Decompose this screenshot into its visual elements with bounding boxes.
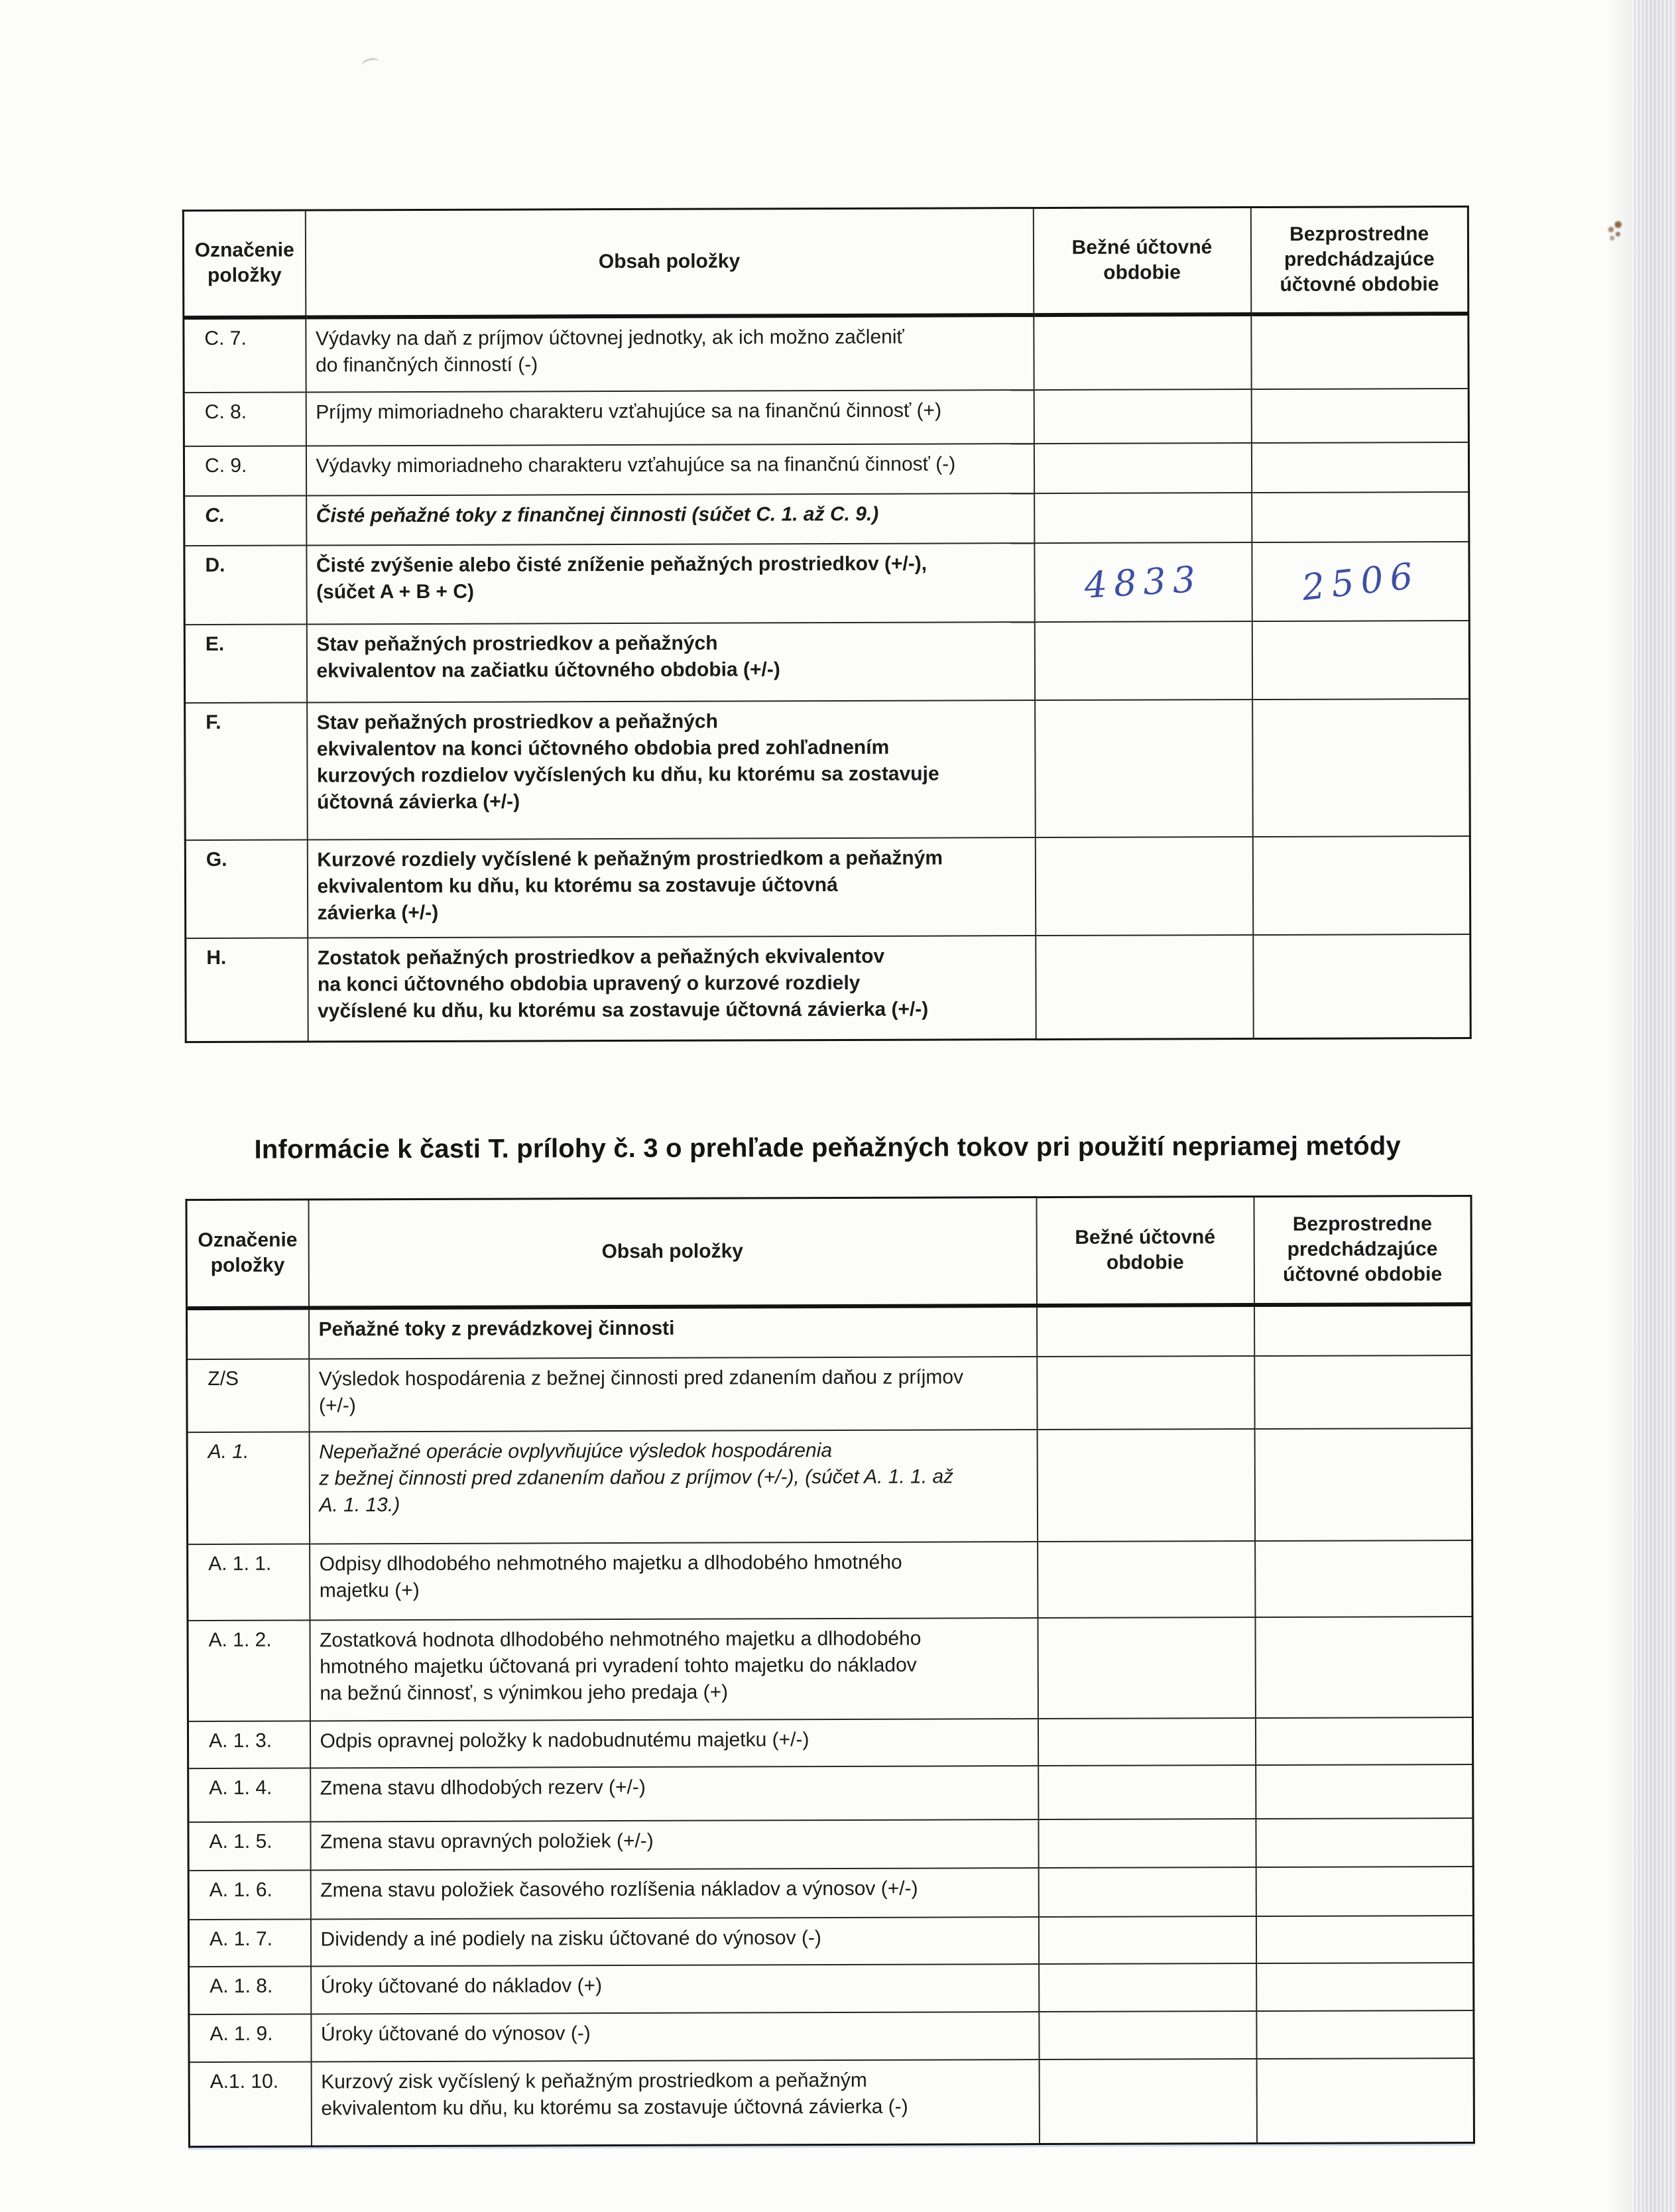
row-label: A. 1. 1. — [188, 1544, 310, 1621]
value-current — [1037, 1429, 1255, 1542]
value-previous — [1254, 1428, 1472, 1541]
value-previous — [1251, 389, 1468, 443]
table-row — [187, 1355, 1472, 1432]
table-row — [184, 542, 1469, 625]
table-row — [187, 1428, 1472, 1544]
table-row — [185, 836, 1470, 938]
value-previous — [1256, 2010, 1474, 2058]
handwritten-value-current: 4833 — [1083, 558, 1203, 606]
row-content: Úroky účtované do nákladov (+) — [311, 1964, 1039, 2014]
row-content: Výsledok hospodárenia z bežnej činnosti pred zdanením daňou z príjmov (+/-) — [309, 1357, 1037, 1432]
row-label: A. 1. — [187, 1432, 310, 1544]
value-current — [1038, 1819, 1256, 1868]
table-row — [184, 442, 1468, 496]
row-label: A. 1. 3. — [188, 1721, 310, 1768]
row-label: C. 7. — [184, 317, 306, 393]
handwritten-value-previous: 2506 — [1299, 554, 1421, 609]
row-content: Peňažné toky z prevádzkovej činnosti — [308, 1306, 1036, 1359]
table-row — [188, 1764, 1473, 1821]
table-row — [184, 314, 1468, 393]
row-label: Z/S — [187, 1359, 309, 1432]
value-previous — [1256, 2058, 1474, 2143]
value-previous — [1253, 934, 1470, 1039]
value-current — [1034, 389, 1251, 444]
header-item-designation: Označenie položky — [183, 210, 306, 318]
row-label: C. 9. — [184, 446, 306, 496]
value-previous — [1256, 1915, 1473, 1963]
row-label: A. 1. 9. — [189, 2014, 311, 2062]
value-previous — [1254, 1355, 1472, 1429]
value-previous — [1256, 1962, 1474, 2010]
header-current-period: Bežné účtovné obdobie — [1036, 1197, 1254, 1306]
value-current — [1039, 1963, 1256, 2012]
row-label: H. — [186, 938, 308, 1042]
header-previous-period: Bezprostredne predchádzajúce účtovné obdobie — [1254, 1196, 1472, 1305]
table-row — [188, 1817, 1473, 1870]
value-previous — [1256, 1866, 1473, 1916]
value-previous — [1251, 314, 1468, 389]
table-row — [185, 699, 1470, 840]
row-content: Odpisy dlhodobého nehmotného majetku a dlhodobého hmotného majetku (+) — [310, 1542, 1038, 1620]
table-row — [188, 1866, 1473, 1919]
value-previous — [1252, 492, 1469, 542]
row-content: Úroky účtované do výnosov (-) — [311, 2012, 1039, 2061]
value-current — [1039, 2011, 1256, 2059]
value-current — [1038, 1541, 1255, 1618]
value-previous — [1256, 1764, 1473, 1818]
value-current — [1035, 837, 1252, 936]
row-label: A. 1. 4. — [188, 1768, 310, 1822]
row-content: Nepeňažné operácie ovplyvňujúce výsledok hospodárenia z bežnej činnosti pred zdanením daňou z príjmov (+/-), (súčet A. 1. 1. až A. 1. 13.) — [309, 1430, 1038, 1544]
row-content: Čisté peňažné toky z finančnej činnosti (súčet C. 1. až C. 9.) — [306, 493, 1034, 545]
row-label: A.1. 10. — [189, 2061, 311, 2147]
table-row — [184, 492, 1469, 546]
value-previous — [1254, 1304, 1471, 1356]
value-current — [1038, 1916, 1256, 1964]
row-content: Dividendy a iné podiely na zisku účtované do výnosov (-) — [310, 1917, 1038, 1966]
value-previous — [1252, 542, 1469, 621]
row-content: Zmena stavu opravných položiek (+/-) — [310, 1819, 1038, 1870]
value-current — [1034, 542, 1252, 622]
value-current — [1037, 1356, 1254, 1430]
value-current — [1036, 935, 1253, 1040]
section-title: Informácie k časti T. prílohy č. 3 o prehľade peňažných tokov pri použití nepriamej metódy — [254, 1131, 1401, 1164]
value-current — [1034, 621, 1252, 700]
row-content: Príjmy mimoriadneho charakteru vzťahujúce sa na finančnú činnosť (+) — [306, 390, 1034, 446]
table-header-row — [183, 207, 1468, 318]
row-label: F. — [185, 702, 308, 840]
row-label: D. — [184, 545, 306, 625]
value-current — [1034, 493, 1252, 543]
value-current — [1034, 314, 1251, 390]
row-content: Výdavky na daň z príjmov účtovnej jednotky, ak ich možno začleniť do finančných činností (-) — [306, 315, 1034, 392]
value-previous — [1251, 442, 1468, 493]
value-previous — [1252, 836, 1470, 935]
value-previous — [1252, 621, 1469, 700]
table-row — [188, 1915, 1473, 1966]
value-current — [1039, 2059, 1256, 2144]
row-label: C. — [184, 495, 306, 546]
row-label: A. 1. 5. — [188, 1821, 310, 1871]
row-content: Čisté zvýšenie alebo čisté zníženie peňažných prostriedkov (+/-), (súčet A + B + C) — [306, 543, 1034, 624]
row-label: E. — [184, 624, 306, 703]
value-previous — [1256, 1817, 1473, 1867]
cash-flow-table-indirect-method — [185, 1195, 1474, 2148]
header-item-designation: Označenie položky — [186, 1199, 309, 1308]
header-current-period: Bežné účtovné obdobie — [1033, 208, 1251, 315]
table-row — [187, 1304, 1472, 1359]
header-item-content: Obsah položky — [308, 1198, 1037, 1308]
cash-flow-table-financing — [182, 206, 1472, 1043]
row-content: Zostatok peňažných prostriedkov a peňažných ekvivalentov na konci účtovného obdobia upravený o kurzové rozdiely vyčíslené ku dňu, ku ktorému sa zostavuje účtovná závierka (+/-) — [308, 936, 1036, 1042]
value-current — [1035, 700, 1253, 837]
row-content: Kurzové rozdiely vyčíslené k peňažným prostriedkom a peňažným ekvivalentom ku dňu, ku ktorému sa zostavuje účtovná závierka (+/-) — [307, 837, 1035, 938]
table-row — [186, 934, 1470, 1042]
row-content: Stav peňažných prostriedkov a peňažných ekvivalentov na konci účtovného obdobia pred zohľadnením kurzových rozdielov vyčíslených ku dňu, ku ktorému sa zostavuje účtovná závierka (+/-) — [307, 700, 1036, 839]
row-content: Zmena stavu položiek časového rozlíšenia nákladov a výnosov (+/-) — [310, 1868, 1038, 1919]
row-content: Stav peňažných prostriedkov a peňažných ekvivalentov na začiatku účtovného obdobia (+/-) — [306, 622, 1034, 702]
row-label: A. 1. 8. — [189, 1966, 311, 2014]
table-row — [189, 2058, 1474, 2146]
table-row — [189, 1962, 1474, 2014]
row-content: Odpis opravnej položky k nadobudnutému majetku (+/-) — [310, 1719, 1038, 1768]
table-row — [184, 621, 1469, 703]
table-row — [189, 2010, 1474, 2061]
row-content: Zmena stavu dlhodobých rezerv (+/-) — [310, 1766, 1038, 1821]
value-previous — [1255, 1540, 1472, 1617]
row-label — [187, 1308, 309, 1359]
table-row — [188, 1717, 1472, 1768]
table-header-row — [186, 1196, 1472, 1308]
value-current — [1038, 1765, 1256, 1819]
row-content: Kurzový zisk vyčíslený k peňažným prostriedkom a peňažným ekvivalentom ku dňu, ku ktorému sa zostavuje účtovná závierka (-) — [311, 2059, 1039, 2146]
value-previous — [1255, 1616, 1472, 1717]
row-label: A. 1. 2. — [188, 1620, 310, 1721]
value-current — [1038, 1867, 1256, 1917]
table-row — [188, 1616, 1472, 1721]
row-label: G. — [185, 839, 307, 938]
table-row — [188, 1540, 1472, 1620]
header-previous-period: Bezprostredne predchádzajúce účtovné obdobie — [1250, 207, 1468, 314]
value-previous — [1252, 699, 1470, 837]
value-current — [1038, 1617, 1255, 1719]
value-current — [1038, 1718, 1255, 1766]
row-content: Výdavky mimoriadneho charakteru vzťahujúce sa na finančnú činnosť (-) — [306, 444, 1034, 495]
value-previous — [1255, 1717, 1472, 1764]
row-label: A. 1. 7. — [188, 1919, 310, 1967]
row-label: C. 8. — [184, 392, 306, 446]
row-content: Zostatková hodnota dlhodobého nehmotného majetku a dlhodobého hmotného majetku účtovaná pri vyradení tohto majetku do nákladov na bežnú činnosť, s výnimkou jeho predaja (+) — [310, 1618, 1038, 1721]
value-current — [1036, 1305, 1254, 1357]
row-label: A. 1. 6. — [188, 1870, 310, 1920]
header-item-content: Obsah položky — [305, 208, 1034, 317]
table-row — [184, 389, 1468, 446]
value-current — [1034, 443, 1251, 493]
